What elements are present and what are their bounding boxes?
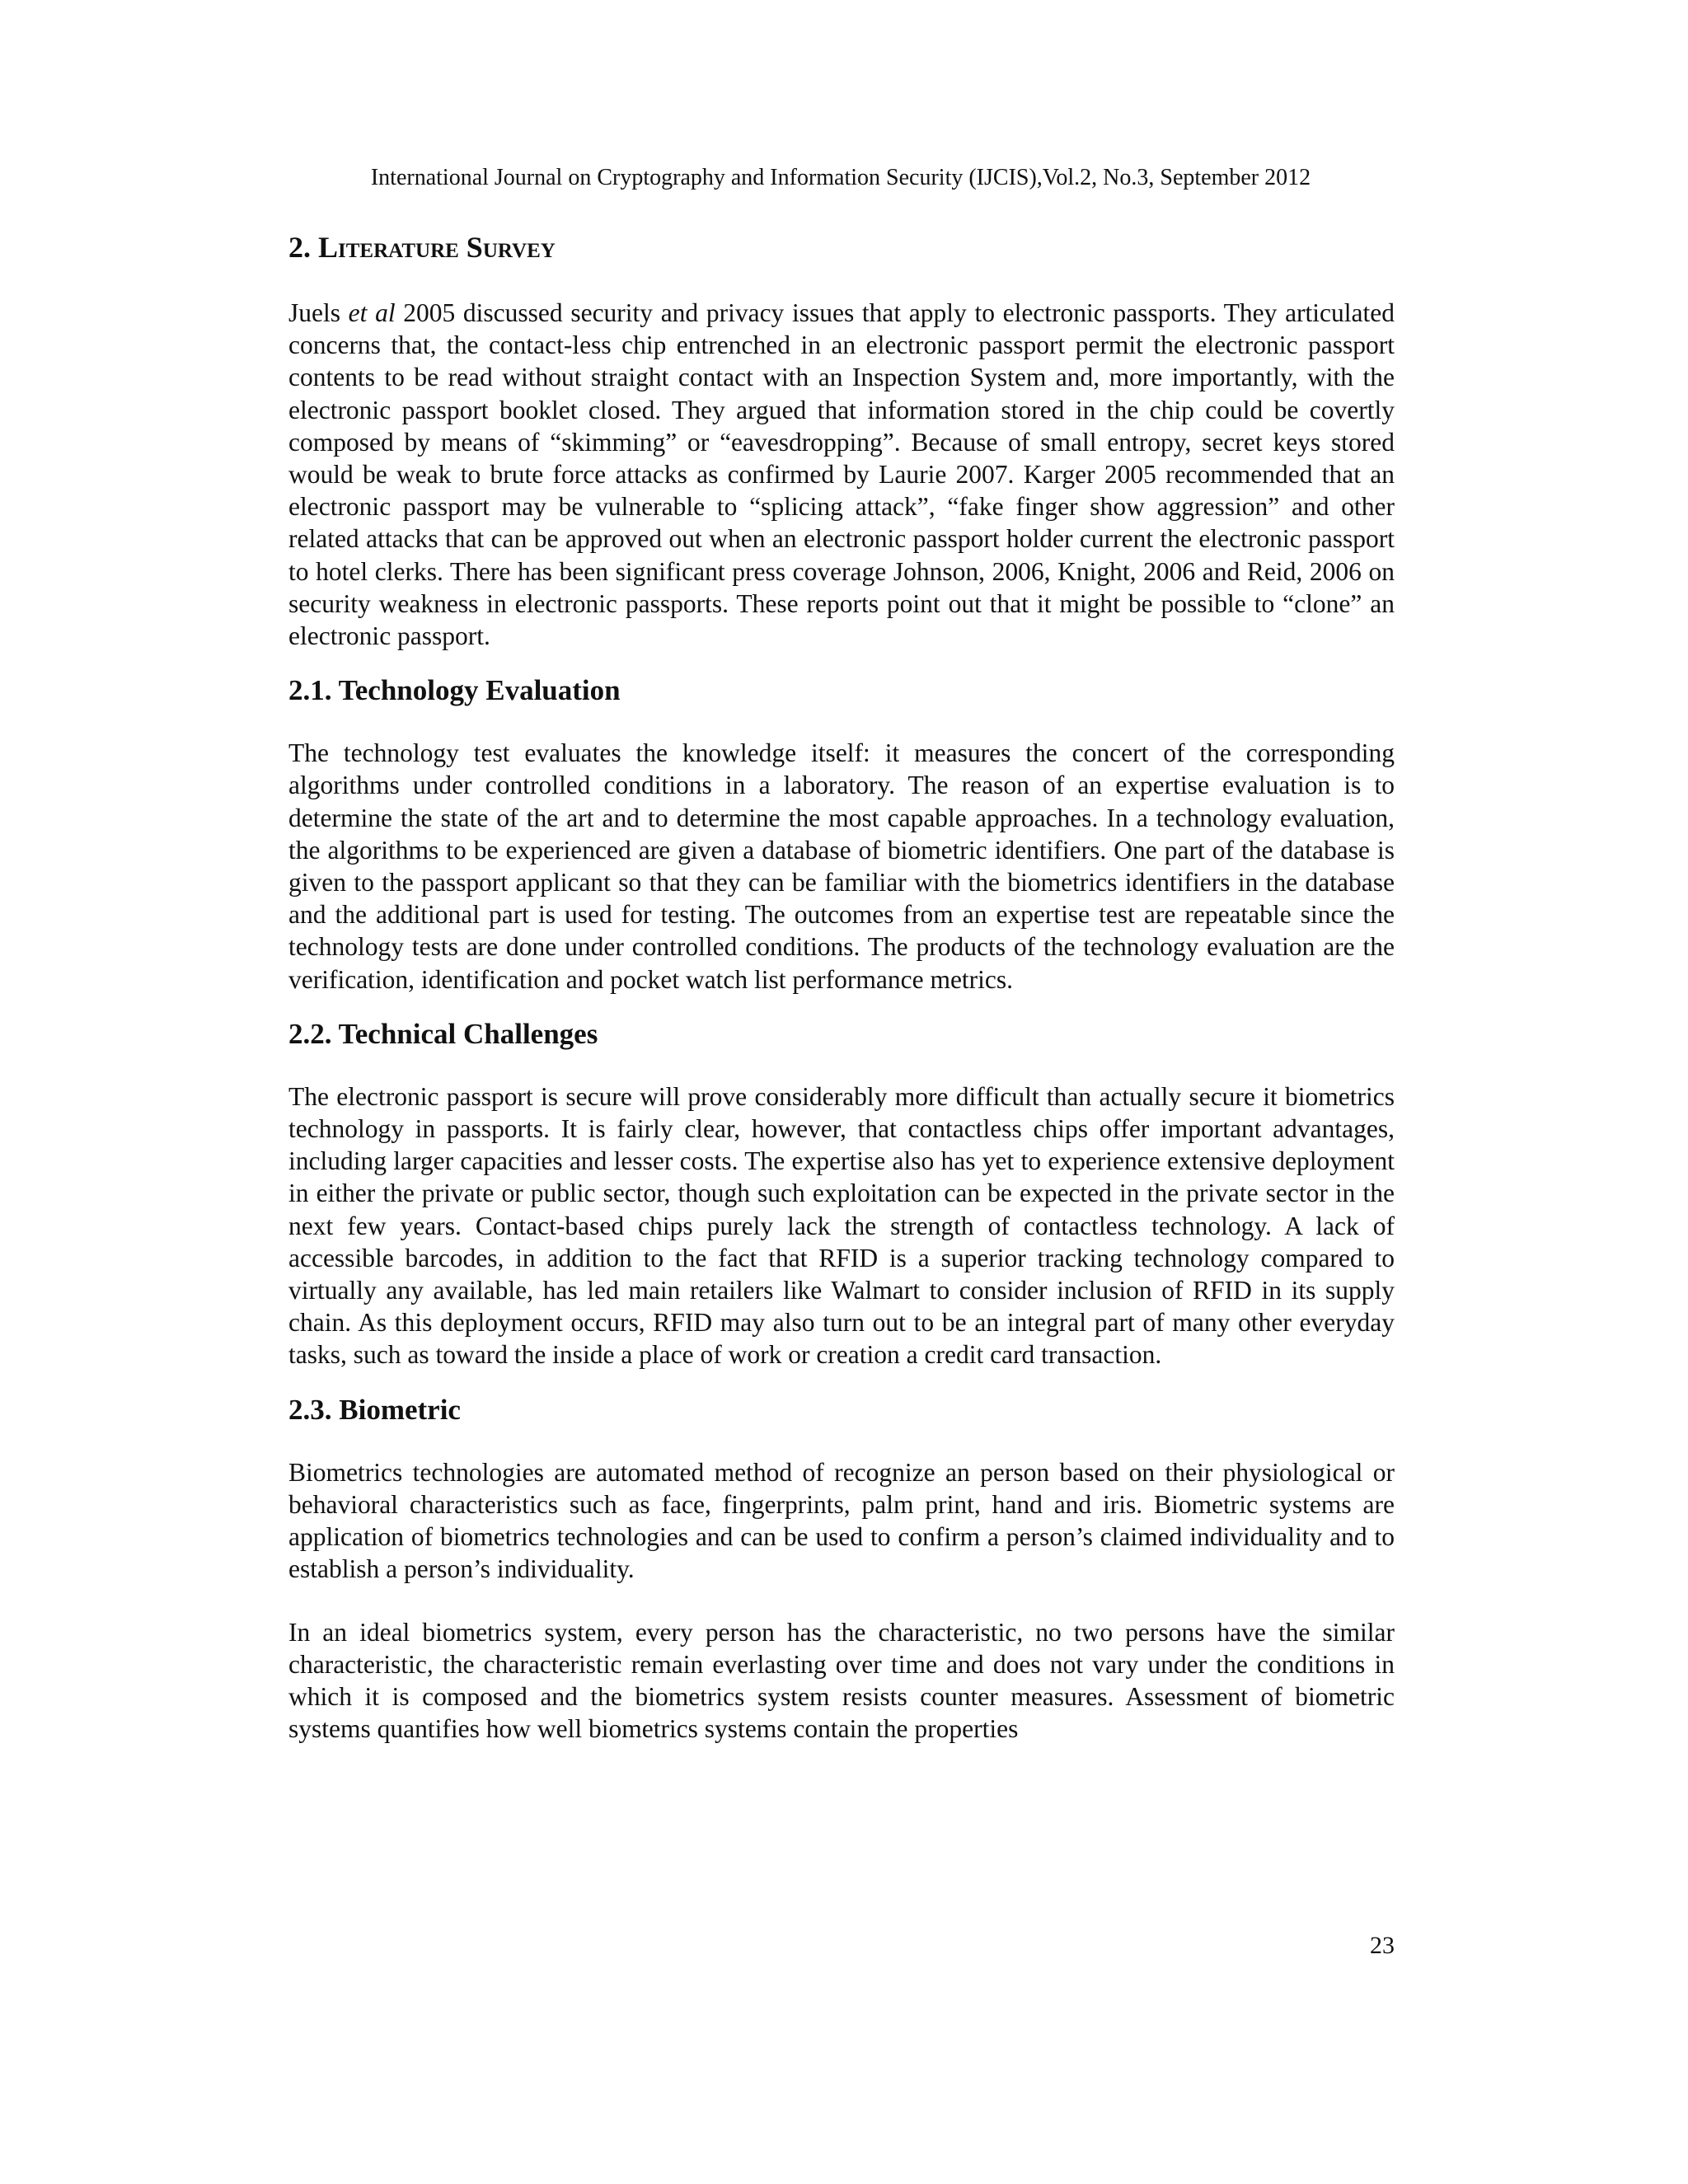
intro-author: Juels <box>288 298 340 327</box>
running-header: International Journal on Cryptography and Information Security (IJCIS),Vol.2, No.3, September 2012 <box>370 165 1311 190</box>
paragraph-biometric-1: Biometrics technologies are automated method of recognize an person based on their physiological or behavioral characteristics such as face, fingerprints, palm print, hand and iris. Biometric systems are application of biometrics technologies and can be used to confirm a person’s claimed individuality and to establish a person’s individuality. <box>288 1457 1395 1584</box>
intro-text: 2005 discussed security and privacy issues that apply to electronic passports. They articulated concerns that, the contact-less chip entrenched in an electronic passport permit the electronic passport contents to be read without straight contact with an Inspection System and, more importantly, with the electronic passport booklet closed. They argued that information stored in the chip could be covertly composed by means of “skimming” or “eavesdropping”. Because of small entropy, secret keys stored would be weak to brute force attacks as confirmed by Laurie 2007. Karger 2005 recommended that an electronic passport may be vulnerable to “splicing attack”, “fake finger show aggression” and other related attacks that can be approved out when an electronic passport holder current the electronic passport to hotel clerks. There has been significant press coverage Johnson, 2006, Knight, 2006 and Reid, 2006 on security weakness in electronic passports. These reports point out that it might be possible to “clone” an electronic passport. <box>288 298 1395 651</box>
page-body <box>288 229 1395 1745</box>
subsection-heading-technical-challenges: 2.2. Technical Challenges <box>288 1017 598 1050</box>
intro-etal: et al <box>348 298 396 327</box>
subsection-heading-technology-evaluation: 2.1. Technology Evaluation <box>288 674 621 707</box>
paragraph-technical-challenges: The electronic passport is secure will prove considerably more difficult than actually secure it biometrics technology in passports. It is fairly clear, however, that contactless chips offer important advantages, including larger capacities and lesser costs. The expertise also has yet to experience extensive deployment in either the private or public sector, though such exploitation can be expected in the private sector in the next few years. Contact-based chips purely lack the strength of contactless technology. A lack of accessible barcodes, in addition to the fact that RFID is a superior tracking technology compared to virtually any available, has led main retailers like Walmart to consider inclusion of RFID in its supply chain. As this deployment occurs, RFID may also turn out to be an integral part of many other everyday tasks, such as toward the inside a place of work or creation a credit card transaction. <box>288 1081 1395 1370</box>
paragraph-biometric-2: In an ideal biometrics system, every person has the characteristic, no two persons have the similar characteristic, the characteristic remain everlasting over time and does not vary under the conditions in which it is composed and the biometrics system resists counter measures. Assessment of biometric systems quantifies how well biometrics systems contain the properties <box>288 1617 1395 1744</box>
intro-paragraph <box>288 297 1395 652</box>
subsection-heading-biometric: 2.3. Biometric <box>288 1393 461 1426</box>
section-title: Literature Survey <box>318 231 556 264</box>
paragraph-technology-evaluation: The technology test evaluates the knowledge itself: it measures the concert of the corresponding algorithms under controlled conditions in a laboratory. The reason of an expertise evaluation is to determine the state of the art and to determine the most capable approaches. In a technology evaluation, the algorithms to be experienced are given a database of biometric identifiers. One part of the database is given to the passport applicant so that they can be familiar with the biometrics identifiers in the database and the additional part is used for testing. The outcomes from an expertise test are repeatable since the technology tests are done under controlled conditions. The products of the technology evaluation are the verification, identification and pocket watch list performance metrics. <box>288 738 1395 994</box>
section-number: 2. <box>288 231 311 264</box>
page-number: 23 <box>1370 1932 1395 1959</box>
section-heading <box>288 229 1395 265</box>
